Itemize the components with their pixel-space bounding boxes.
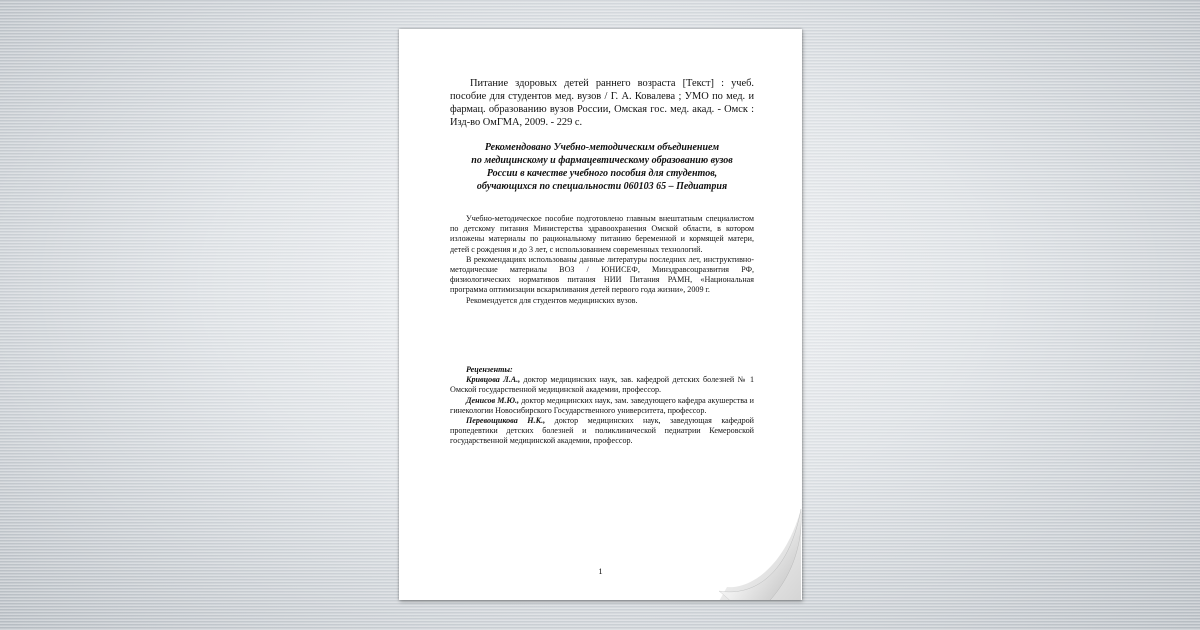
reviewer-name: Кривцова Л.А., [466,375,521,385]
abstract-paragraph: В рекомендациях использованы данные литературы последних лет, инструктивно-методические материалы ВОЗ / ЮНИСЕФ, Минздравсоцразвития РФ, физиологических нормативов питания НИИ Питания РАМН, «Национальная программа оптимизации вскармливания детей первого года жизни», 2009 г. [450,254,754,295]
approval-line: по медицинскому и фармацевтическому образованию вузов [471,155,733,166]
reviewer-details: доктор медицинских наук, заведующая кафедрой пропедевтики детских болезней и поликлинической педиатрии Кемеровской государственной медицинской академии, профессор. [450,416,755,446]
approval-line: обучающихся по специальности 060103 65 – Педиатрия [476,181,728,192]
bibliographic-record: Питание здоровых детей раннего возраста [Текст] : учеб. пособие для студентов мед. вузов / Г. А. Ковалева ; УМО по мед. и фармац. образованию вузов России, Омская гос. мед. акад. - Омск : Изд-во ОмГМА, 2009. - 229 с. [450,78,754,128]
abstract-paragraph: Учебно-методическое пособие подготовлено главным внештатным специалистом по детскому питания Министерства здравоохранения Омской области, в котором изложены материалы по рациональному питанию беременной и кормящей матери, детей с рождения и до 3 лет, с использованием современных технологий. [450,214,754,254]
approval-statement [450,141,754,193]
page-number: 1 [598,566,603,576]
reviewer-details: доктор медицинских наук, зав. кафедрой детских болезней № 1 Омской государственной медицинской академии, профессор. [450,375,755,395]
approval-line: Рекомендовано Учебно-методическим объединением [484,142,720,153]
page-curl-icon [709,469,802,600]
reviewer-entry [450,375,754,395]
approval-line: России в качестве учебного пособия для студентов, [486,168,718,179]
reviewer-name: Перевощикова Н.К., [466,416,546,426]
reviewer-details: доктор медицинских наук, зам. заведующего кафедра акушерства и гинекологии Новосибирского Государственного университета, профессор. [450,395,755,415]
document-page [399,29,802,600]
reviewer-name: Денисов М.Ю., [466,395,520,405]
abstract [450,214,754,306]
abstract-paragraph: Рекомендуется для студентов медицинских вузов. [466,295,638,305]
reviewers-section [450,365,754,447]
reviewer-entry [450,416,754,447]
reviewers-heading: Рецензенты: [466,365,513,374]
reviewer-entry [450,396,754,416]
